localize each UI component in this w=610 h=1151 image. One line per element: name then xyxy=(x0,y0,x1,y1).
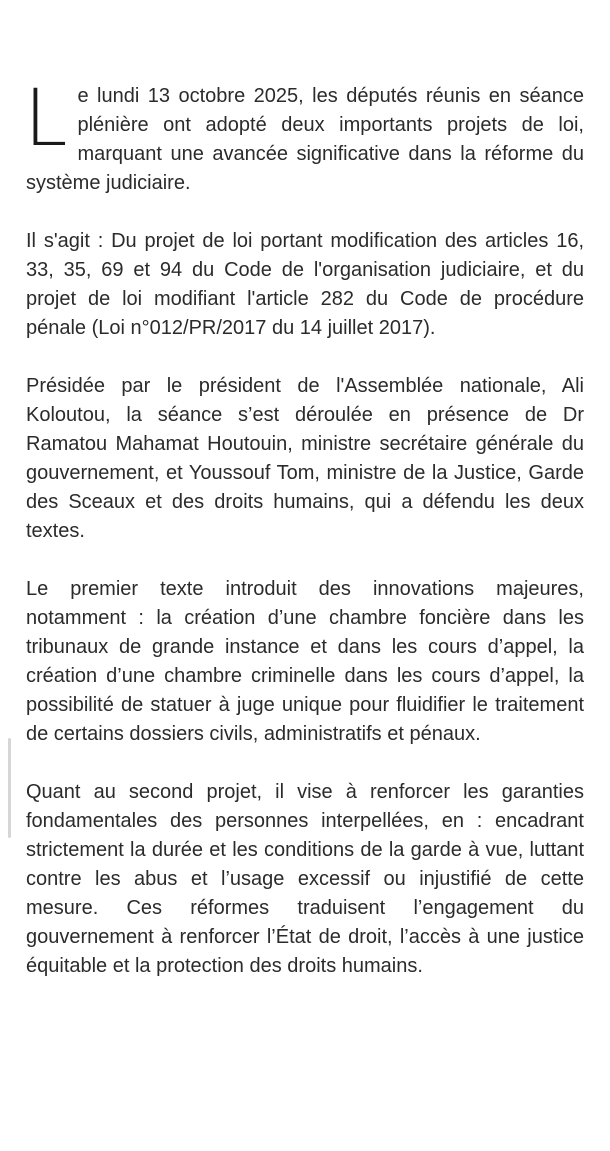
drop-cap: L xyxy=(24,74,68,164)
paragraph-intro xyxy=(24,74,584,198)
paragraph-intro-text: e lundi 13 octobre 2025, les députés réunis en séance plénière ont adopté deux importants projets de loi, marquant une avancée significative dans la réforme du système judiciaire. xyxy=(26,85,584,194)
paragraph-bills: Il s'agit : Du projet de loi portant modification des articles 16, 33, 35, 69 et 94 du Code de l'organisation judiciaire, et du projet de loi modifiant l'article 282 du Code de procédure pénale (Loi n°012/PR/2017 du 14 juillet 2017). xyxy=(26,230,584,339)
article-body xyxy=(24,74,584,1010)
paragraph-session: Présidée par le président de l'Assemblée nationale, Ali Koloutou, la séance s’est déroulée en présence de Dr Ramatou Mahamat Houtouin, ministre secrétaire générale du gouvernement, et Youssouf Tom, ministre de la Justice, Garde des Sceaux et des droits humains, qui a défendu les deux textes. xyxy=(26,375,584,542)
scroll-indicator[interactable] xyxy=(8,738,11,838)
paragraph-first-text: Le premier texte introduit des innovations majeures, notamment : la création d’une chambre foncière dans les tribunaux de grande instance et dans les cours d’appel, la création d’une chambre criminelle dans les cours d’appel, la possibilité de statuer à juge unique pour fluidifier le traitement de certains dossiers civils, administratifs et pénaux. xyxy=(26,578,584,745)
paragraph-second-project: Quant au second projet, il vise à renforcer les garanties fondamentales des personnes interpellées, en : encadrant strictement la durée et les conditions de la garde à vue, luttant contre les abus et l’usage excessif ou injustifié de cette mesure. Ces réformes traduisent l’engagement du gouvernement à renforcer l’État de droit, l’accès à une justice équitable et la protection des droits humains. xyxy=(26,781,584,977)
